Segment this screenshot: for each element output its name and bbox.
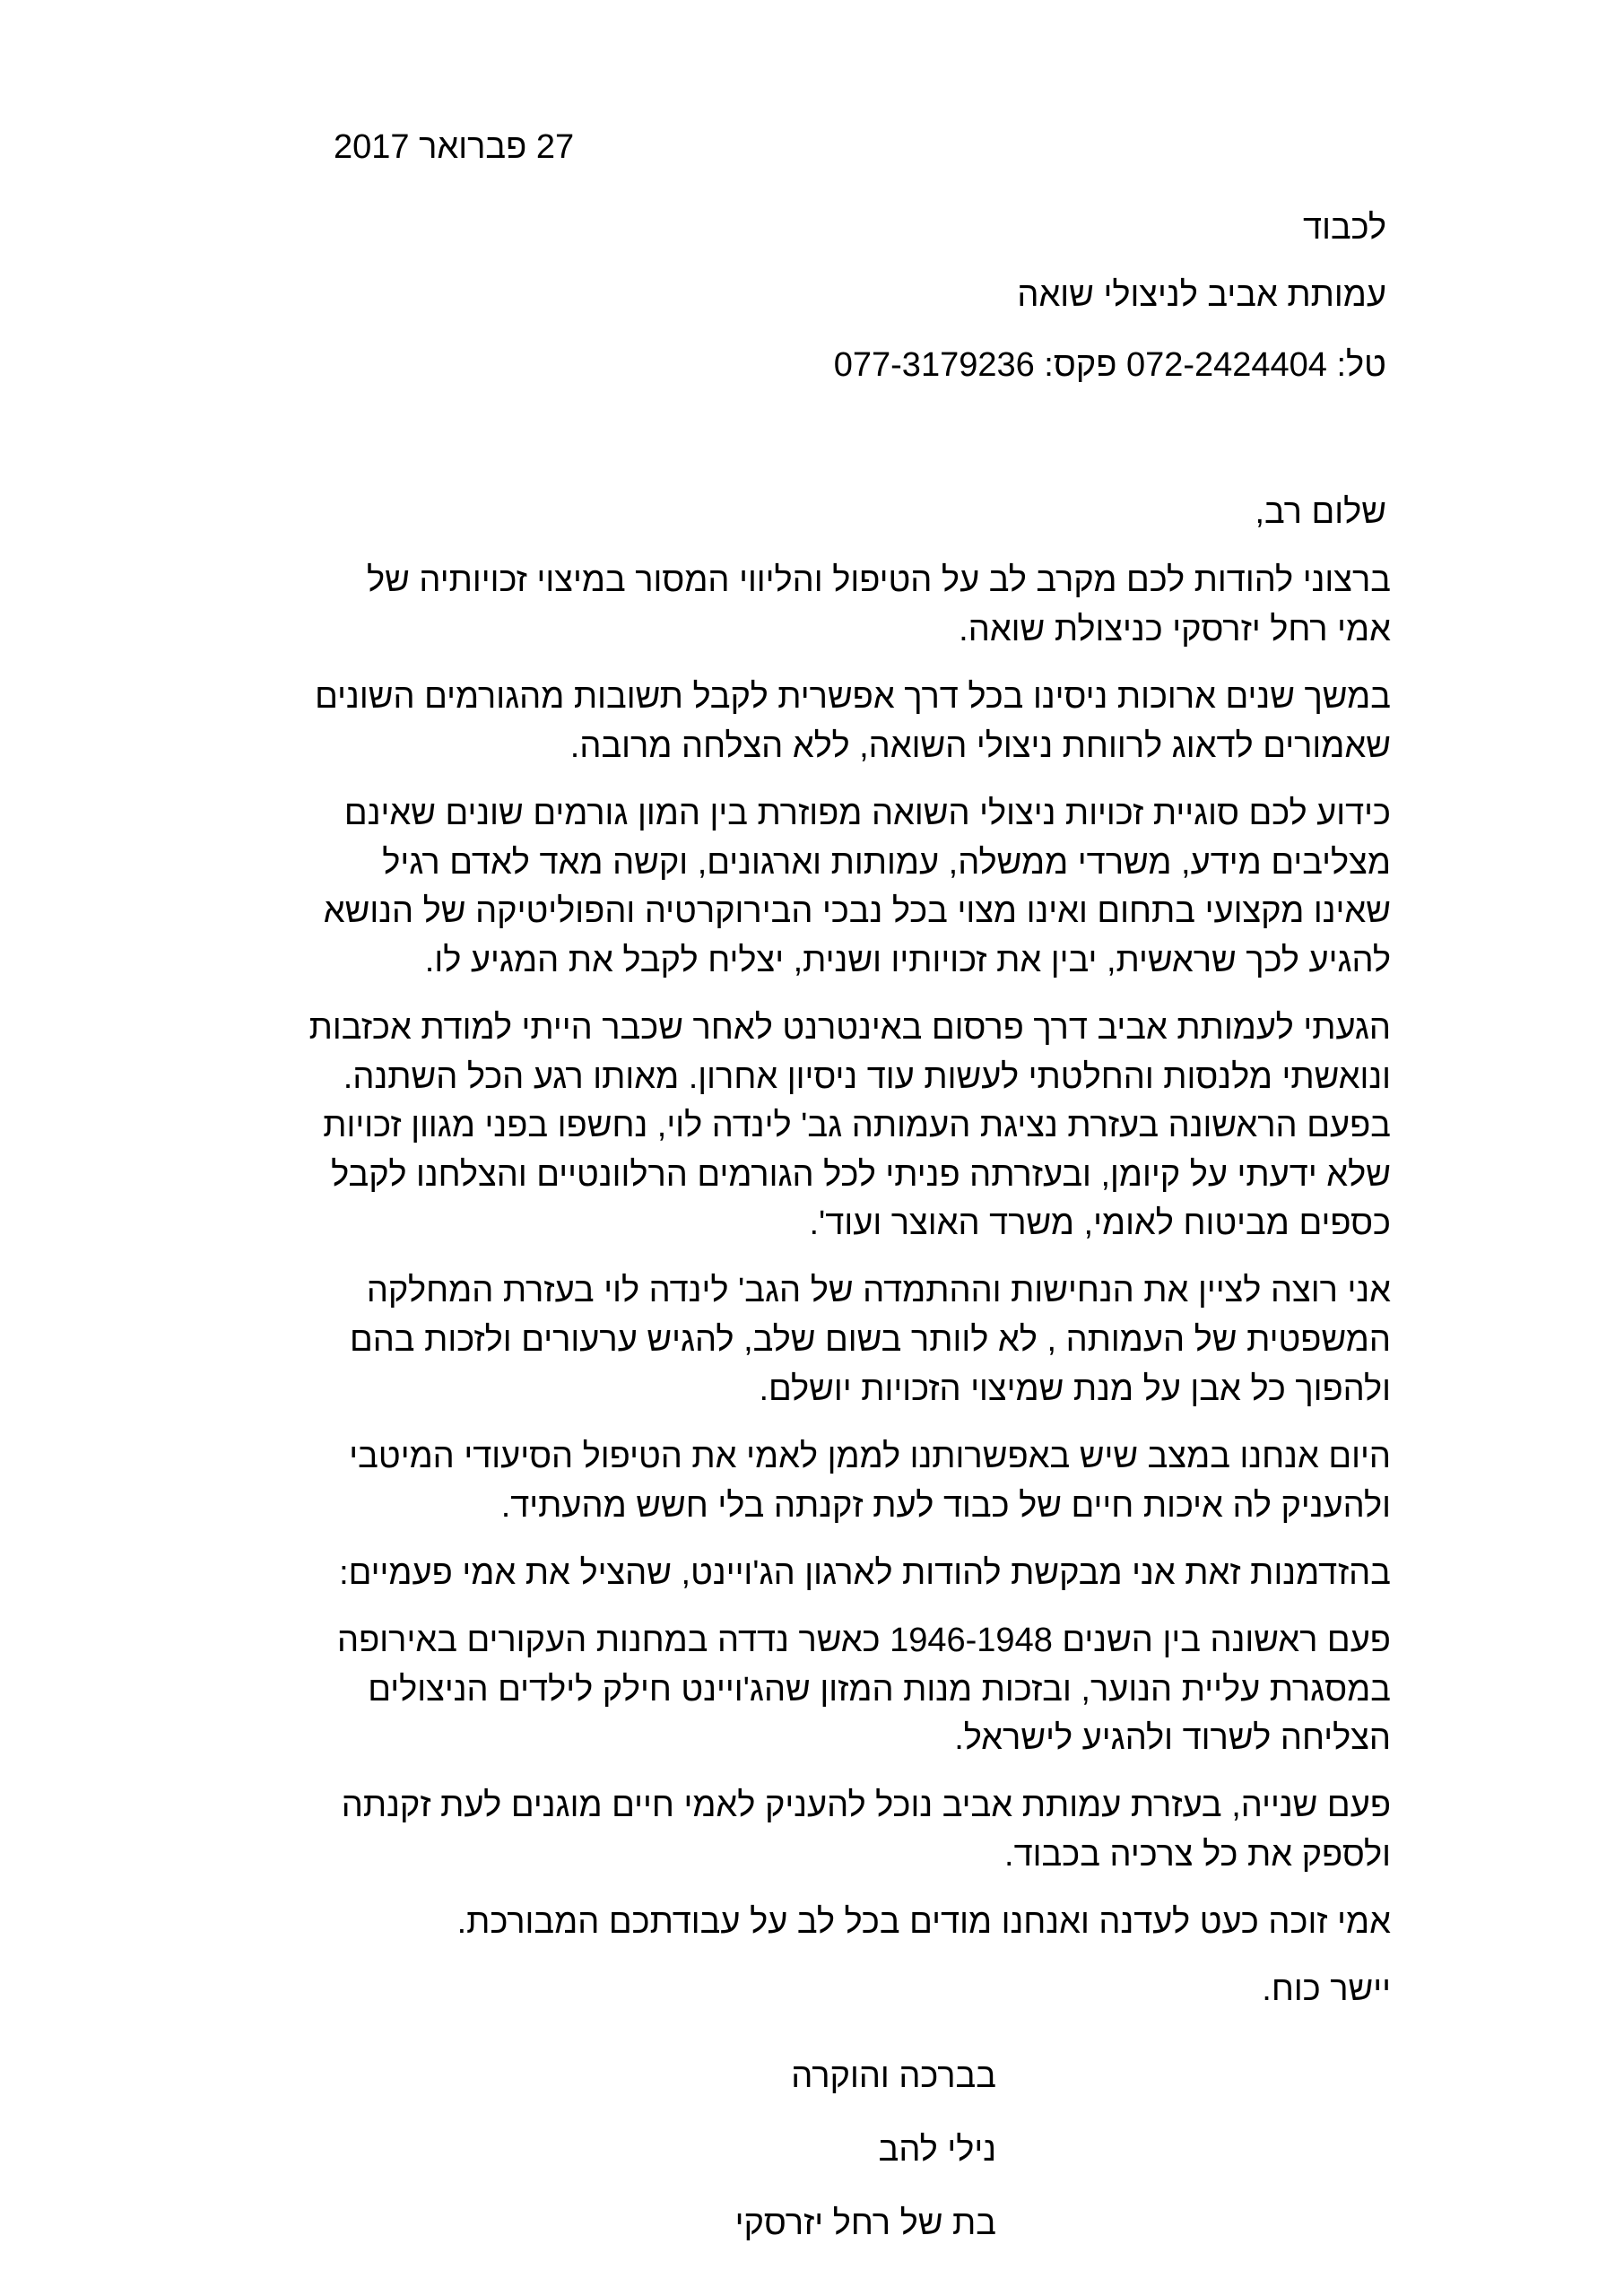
paragraph-line: פעם ראשונה בין השנים 1946-1948 כאשר נדדה במחנות העקורים באירופה — [337, 1622, 1391, 1659]
paragraph-line: מצליבים מידע, משרדי ממשלה, עמותות וארגונים, וקשה מאד לאדם רגיל — [382, 844, 1391, 882]
paragraph-line: אני רוצה לציין את הנחישות וההתמדה של הגב' לינדה לוי בעזרת המחלקה — [366, 1272, 1391, 1309]
signature-closing: בברכה והוקרה — [791, 2057, 996, 2095]
letter-date: 27 פברואר 2017 — [334, 128, 575, 166]
paragraph-line: הגעתי לעמותת אביב דרך פרסום באינטרנט לאחר שכבר הייתי למודת אכזבות — [308, 1009, 1391, 1047]
paragraph-line: במסגרת עליית הנוער, ובזכות מנות המזון שהג'ויינט חילק לילדים הניצולים — [368, 1671, 1391, 1709]
paragraph-line: ברצוני להודות לכם מקרב לב על הטיפול והליווי המסור במיצוי זכויותיה של — [367, 561, 1391, 599]
signature-name: נילי להב — [878, 2131, 996, 2169]
paragraph-line: כידוע לכם סוגיית זכויות ניצולי השואה מפוזרת בין המון גורמים שונים שאינם — [343, 795, 1391, 832]
paragraph-line: יישר כוח. — [1262, 1970, 1391, 2008]
paragraph-line: הצליחה לשרוד ולהגיע לישראל. — [954, 1719, 1391, 1757]
paragraph-line: להגיע לכך שראשית, יבין את זכויותיו ושנית, יצליח לקבל את המגיע לו. — [424, 942, 1391, 979]
paragraph-line: המשפטית של העמותה , לא לוותר בשום שלב, להגיש ערעורים ולזכות בהם — [349, 1321, 1391, 1359]
recipient-to: לכבוד — [1303, 209, 1386, 247]
signature-relation: בת של רחל יזרסקי — [734, 2205, 996, 2242]
paragraph-line: ולספק את כל צרכיה בכבוד. — [1004, 1836, 1391, 1874]
paragraph-line: בפעם הראשונה בעזרת נציגת העמותה גב' לינדה לוי, נחשפו בפני מגוון זכויות — [323, 1107, 1391, 1144]
paragraph-line: כספים מביטוח לאומי, משרד האוצר ועוד'. — [809, 1205, 1391, 1242]
greeting: שלום רב, — [1255, 493, 1386, 531]
recipient-phones: טל: 072-2424404 פקס: 077-3179236 — [833, 346, 1386, 384]
paragraph-line: בהזדמנות זאת אני מבקשת להודות לארגון הג'ויינט, שהציל את אמי פעמיים: — [339, 1554, 1391, 1592]
paragraph-line: היום אנחנו במצב שיש באפשרותנו לממן לאמי את הטיפול הסיעודי המיטבי — [349, 1438, 1391, 1475]
paragraph-line: ולהעניק לה איכות חיים של כבוד לעת זקנתה בלי חשש מהעתיד. — [500, 1487, 1391, 1525]
paragraph-line: במשך שנים ארוכות ניסינו בכל דרך אפשרית לקבל תשובות מהגורמים השונים — [315, 678, 1391, 716]
recipient-org: עמותת אביב לניצולי שואה — [1017, 276, 1386, 314]
paragraph-line: שאמורים לדאוג לרווחת ניצולי השואה, ללא הצלחה מרובה. — [569, 727, 1391, 765]
paragraph-line: ולהפוך כל אבן על מנת שמיצוי הזכויות יושלם. — [759, 1370, 1391, 1408]
paragraph-line: שאינו מקצועי בתחום ואינו מצוי בכל נבכי הבירוקרטיה והפוליטיקה של הנושא — [323, 892, 1391, 930]
paragraph-line: אמי זוכה כעט לעדנה ואנחנו מודים בכל לב על עבודתכם המבורכת. — [456, 1903, 1391, 1941]
paragraph-line: אמי רחל יזרסקי כניצולת שואה. — [959, 611, 1391, 648]
paragraph-line: שלא ידעתי על קיומן, ובעזרתה פניתי לכל הגורמים הרלוונטיים והצלחנו לקבל — [331, 1156, 1391, 1194]
paragraph-line: פעם שנייה, בעזרת עמותת אביב נוכל להעניק לאמי חיים מוגנים לעת זקנתה — [341, 1787, 1391, 1824]
paragraph-line: ונואשתי מלנסות והחלטתי לעשות עוד ניסיון אחרון. מאותו רגע הכל השתנה. — [343, 1058, 1391, 1096]
